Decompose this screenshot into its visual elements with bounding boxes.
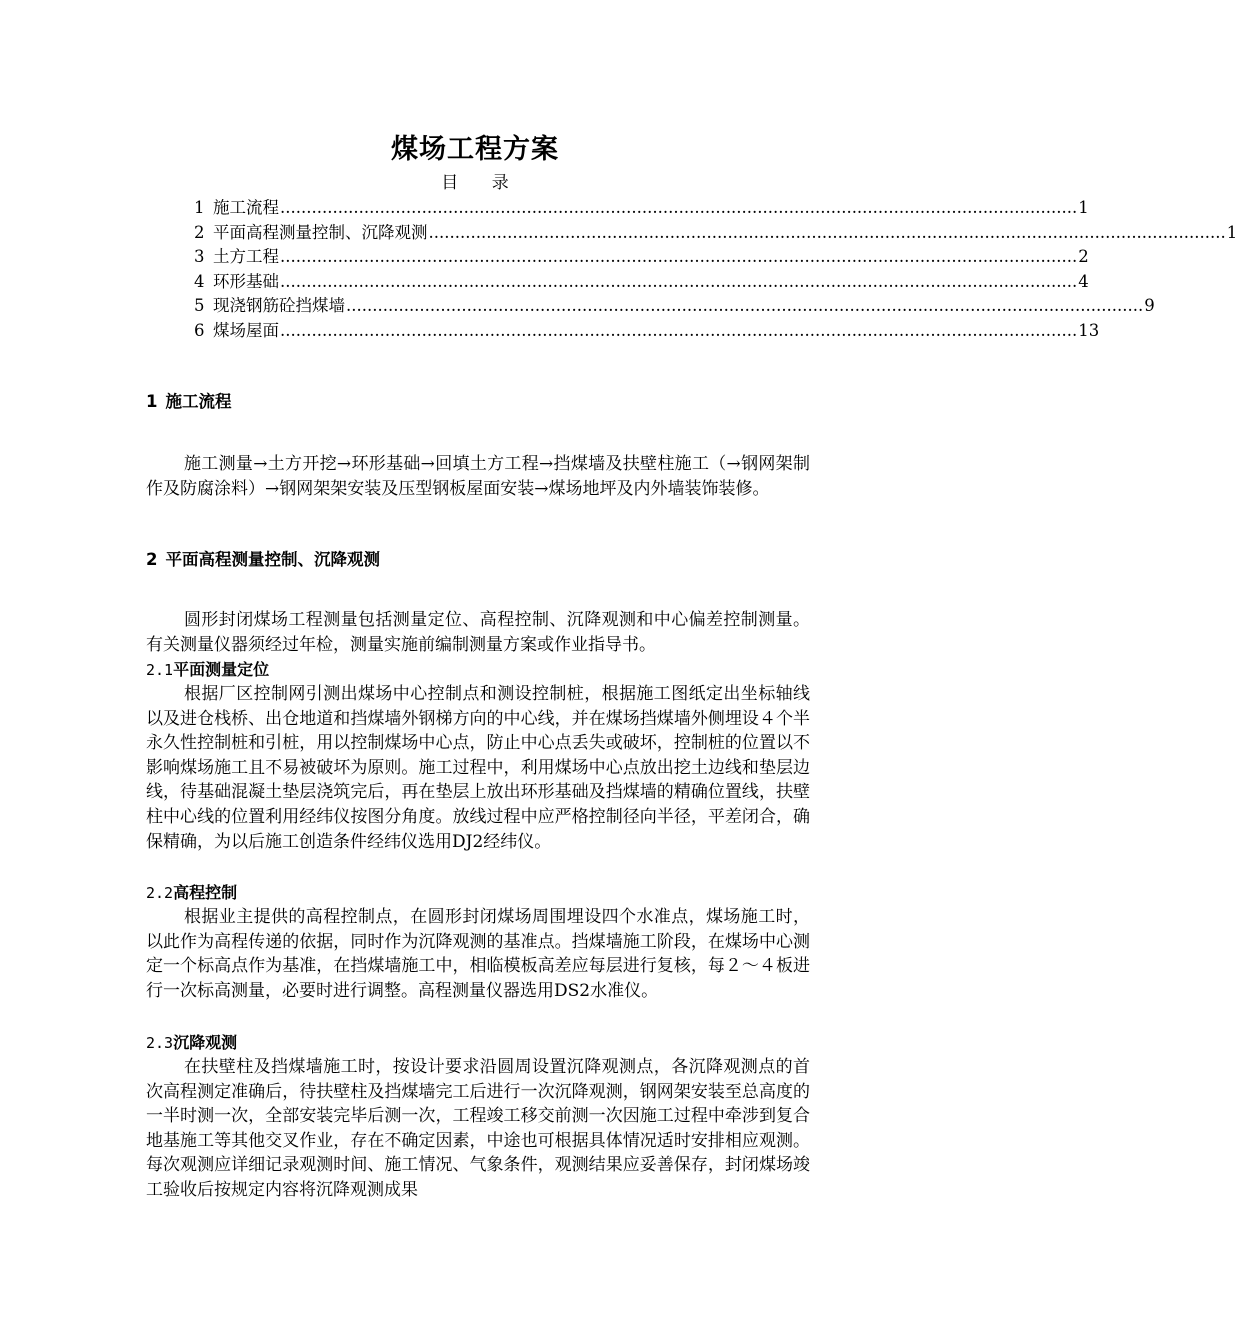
subsection-heading (146, 1031, 237, 1055)
section-number: 1 (146, 392, 158, 411)
toc-entry-title: 煤场屋面 (213, 320, 279, 340)
toc-entry[interactable] (194, 319, 1100, 344)
section-heading (146, 548, 380, 572)
paragraph: 施工测量→土方开挖→环形基础→回填土方工程→挡煤墙及扶壁柱施工（→钢网架制作及防腐涂料）→钢网架架安装及压型钢板屋面安装→煤场地坪及内外墙装饰装修。 (146, 454, 810, 499)
toc-entry-page: 1 (1078, 198, 1089, 217)
toc-entry-title: 土方工程 (213, 247, 279, 266)
paragraph: 圆形封闭煤场工程测量包括测量定位、高程控制、沉降观测和中心偏差控制测量。有关测量仪器须经过年检，测量实施前编制测量方案或作业指导书。 (146, 610, 810, 655)
toc-entry[interactable] (194, 270, 1089, 295)
toc-entry-number: 6 (194, 320, 205, 340)
subsection-title: 平面测量定位 (173, 660, 270, 679)
toc-entry-title: 平面高程测量控制、沉降观测 (213, 222, 428, 242)
toc-leader-dots: ........................................................................................................................................................ (280, 198, 1078, 217)
toc-entry-title: 环形基础 (213, 271, 279, 291)
toc-entry[interactable] (194, 196, 1089, 221)
toc-entry-page: 4 (1078, 271, 1089, 291)
subsection-heading (146, 881, 237, 905)
toc-entry-page: 1 (1226, 222, 1237, 242)
section-heading (146, 390, 231, 414)
subsection-title: 高程控制 (173, 883, 238, 902)
toc-entry-number: 4 (194, 271, 205, 291)
toc-entry-page: 9 (1144, 296, 1155, 315)
section-title: 平面高程测量控制、沉降观测 (165, 550, 380, 569)
toc-leader-dots: ........................................................................................................................................................ (346, 296, 1144, 315)
toc-heading: 目 录 (441, 173, 523, 193)
toc-leader-dots: ........................................................................................................................................................ (428, 222, 1226, 242)
paragraph: 在扶壁柱及挡煤墙施工时，按设计要求沿圆周设置沉降观测点，各沉降观测点的首次高程测定准确后，待扶壁柱及挡煤墙完工后进行一次沉降观测，钢网架安装至总高度的一半时测一次，全部安装完毕后测一次，工程竣工移交前测一次因施工过程中牵涉到复合地基施工等其他交叉作业，存在不确定因素，中途也可根据具体情况适时安排相应观测。每次观测应详细记录观测时间、施工情况、气象条件，观测结果应妥善保存，封闭煤场竣工验收后按规定内容将沉降观测成果 (146, 1057, 810, 1200)
section-number: 2 (146, 550, 158, 569)
subsection-number: 2.3 (146, 1034, 174, 1052)
toc-entry[interactable] (194, 245, 1089, 270)
toc-entry-number: 3 (194, 247, 205, 266)
subsection-number: 2.1 (146, 661, 174, 679)
subsection-number: 2.2 (146, 884, 174, 902)
toc-leader-dots: ........................................................................................................................................................ (280, 320, 1078, 340)
toc-entry-title: 施工流程 (213, 198, 279, 217)
toc-entry-title: 现浇钢筋砼挡煤墙 (213, 296, 345, 315)
subsection-title: 沉降观测 (173, 1033, 238, 1052)
subsection-heading (146, 658, 269, 682)
toc-entry-number: 5 (194, 296, 205, 315)
toc-entry-number: 1 (194, 198, 205, 217)
table-of-contents (194, 196, 1237, 343)
toc-entry[interactable] (194, 294, 1155, 319)
toc-entry-page: 2 (1078, 247, 1089, 266)
toc-entry[interactable] (194, 221, 1237, 246)
paragraph: 根据业主提供的高程控制点，在圆形封闭煤场周围埋设四个水准点，煤场施工时，以此作为高程传递的依据，同时作为沉降观测的基准点。挡煤墙施工阶段，在煤场中心测定一个标高点作为基准，在挡煤墙施工中，相临模板高差应每层进行复核，每２～４板进行一次标高测量，必要时进行调整。高程测量仪器选用DS2水准仪。 (146, 907, 810, 1001)
section-title: 施工流程 (165, 392, 232, 411)
toc-entry-page: 13 (1078, 320, 1100, 340)
toc-entry-number: 2 (194, 222, 205, 242)
toc-leader-dots: ........................................................................................................................................................ (280, 271, 1078, 291)
document-title: 煤场工程方案 (391, 134, 559, 165)
paragraph: 根据厂区控制网引测出煤场中心控制点和测设控制桩，根据施工图纸定出坐标轴线以及进仓栈桥、出仓地道和挡煤墙外钢梯方向的中心线，并在煤场挡煤墙外侧埋设４个半永久性控制桩和引桩，用以控制煤场中心点，防止中心点丢失或破坏，控制桩的位置以不影响煤场施工且不易被破坏为原则。施工过程中，利用煤场中心点放出挖土边线和垫层边线，待基础混凝土垫层浇筑完后，再在垫层上放出环形基础及挡煤墙的精确位置线，扶壁柱中心线的位置利用经纬仪按图分角度。放线过程中应严格控制径向半径，平差闭合，确保精确，为以后施工创造条件经纬仪选用DJ2经纬仪。 (146, 684, 810, 852)
toc-leader-dots: ........................................................................................................................................................ (280, 247, 1078, 266)
